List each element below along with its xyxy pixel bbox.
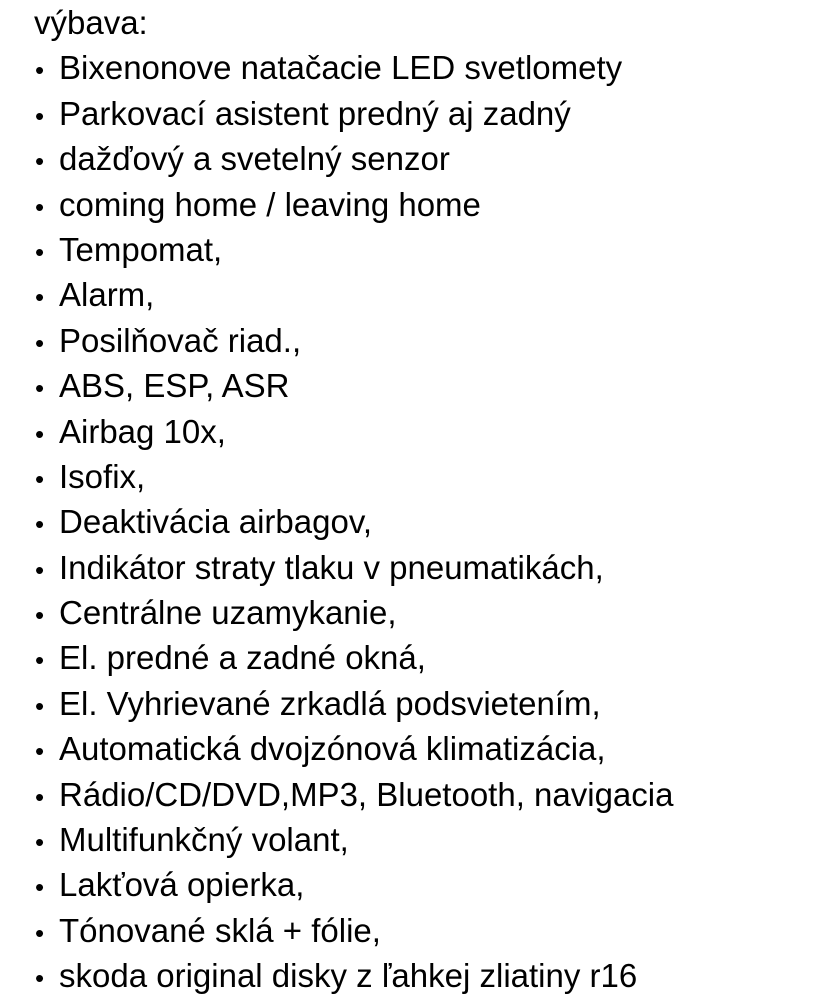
bullet-icon: • [35, 146, 45, 177]
list-item [34, 545, 824, 590]
list-item [34, 409, 824, 454]
note-heading: výbava: [34, 4, 148, 41]
bullet-icon: • [35, 917, 45, 948]
bullet-icon: • [35, 781, 45, 812]
bullet-icon: • [35, 736, 45, 767]
bullet-icon: • [35, 872, 45, 903]
list-item [34, 953, 824, 998]
note-body[interactable] [34, 0, 824, 999]
bullet-icon: • [35, 963, 45, 994]
list-item [34, 726, 824, 771]
bullet-icon: • [35, 827, 45, 858]
list-item-text: Deaktivácia airbagov, [59, 503, 373, 541]
list-item-text: Tempomat, [59, 230, 223, 268]
list-item [34, 862, 824, 907]
list-item-text: Alarm, [59, 276, 155, 314]
list-item-text: Indikátor straty tlaku v pneumatikách, [59, 548, 604, 586]
bullet-icon: • [35, 600, 45, 631]
bullet-icon: • [35, 554, 45, 585]
bullet-icon: • [35, 191, 45, 222]
bullet-icon: • [35, 55, 45, 86]
bullet-icon: • [35, 373, 45, 404]
list-item-text: coming home / leaving home [59, 185, 481, 223]
list-item-text: Multifunkčný volant, [59, 821, 349, 859]
bullet-icon: • [35, 690, 45, 721]
list-item [34, 772, 824, 817]
list-item [34, 45, 824, 90]
bullet-icon: • [35, 418, 45, 449]
list-item-text: Airbag 10x, [59, 412, 226, 450]
bullet-icon: • [35, 509, 45, 540]
list-item [34, 454, 824, 499]
list-item-text: Centrálne uzamykanie, [59, 594, 397, 632]
list-item-text: skoda original disky z ľahkej zliatiny r16 [59, 957, 638, 995]
list-item-text: Rádio/CD/DVD,MP3, Bluetooth, navigacia [59, 775, 674, 813]
bullet-icon: • [35, 100, 45, 131]
list-item [34, 136, 824, 181]
list-item-text: Tónované sklá + fólie, [59, 911, 381, 949]
list-item-text: Bixenonove natačacie LED svetlomety [59, 49, 623, 87]
list-item [34, 318, 824, 363]
list-item [34, 908, 824, 953]
list-item [34, 681, 824, 726]
list-item-text: Isofix, [59, 457, 146, 495]
bullet-icon: • [35, 282, 45, 313]
list-item-text: Posilňovač riad., [59, 321, 302, 359]
list-item-text: ABS, ESP, ASR [59, 367, 290, 405]
list-item-text: El. Vyhrievané zrkadlá podsvietením, [59, 684, 601, 722]
list-item [34, 182, 824, 227]
list-item-text: dažďový a svetelný senzor [59, 140, 450, 178]
bullet-icon: • [35, 236, 45, 267]
list-item [34, 635, 824, 680]
bullet-icon: • [35, 327, 45, 358]
list-item [34, 227, 824, 272]
list-item-text: Automatická dvojzónová klimatizácia, [59, 730, 606, 768]
bullet-icon: • [35, 463, 45, 494]
list-item-text: El. predné a zadné okná, [59, 639, 426, 677]
list-item [34, 590, 824, 635]
list-item [34, 272, 824, 317]
list-item [34, 91, 824, 136]
list-item-text: Lakťová opierka, [59, 866, 305, 904]
list-item [34, 499, 824, 544]
list-item-text: Parkovací asistent predný aj zadný [59, 94, 571, 132]
feature-list [34, 45, 824, 998]
list-item [34, 363, 824, 408]
list-item [34, 817, 824, 862]
bullet-icon: • [35, 645, 45, 676]
